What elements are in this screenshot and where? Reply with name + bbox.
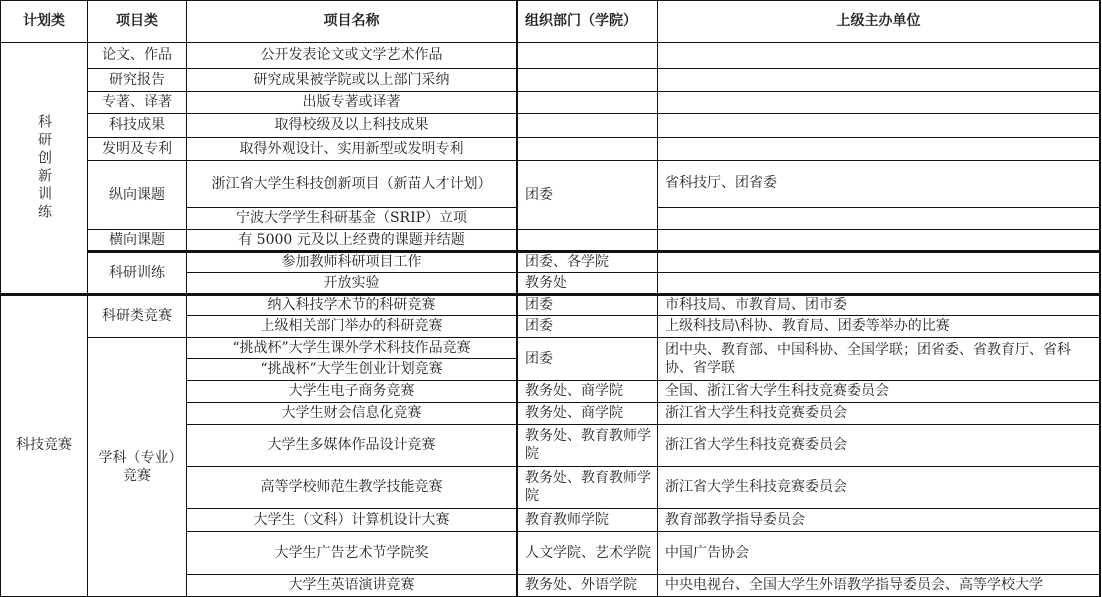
dept-cell: 团委 (525, 318, 553, 334)
header-plan-type: 计划类 (23, 13, 65, 29)
item-name-cell: 宁波大学学生科研基金（SRIP）立项 (235, 210, 468, 226)
item-type-cell: 科技成果 (109, 117, 165, 133)
superior-cell: 教育部教学指导委员会 (665, 511, 805, 528)
grid-line (186, 466, 1101, 467)
header-item-name: 项目名称 (323, 13, 380, 29)
grid-line (88, 91, 1101, 92)
item-name-cell: 出版专著或译著 (302, 94, 401, 110)
grid-line (186, 424, 1101, 425)
header-item-type: 项目类 (116, 13, 158, 29)
grid-line (0, 0, 1101, 1)
dept-cell: 团委 (525, 350, 553, 367)
item-type-cell: 纵向课题 (109, 186, 165, 203)
item-name-cell: 取得外观设计、实用新型或发明专利 (239, 140, 464, 157)
superior-cell: 中国广告协会 (665, 544, 749, 561)
grid-line (88, 337, 1101, 338)
grid-line (186, 402, 1101, 403)
item-type-cell: 论文、作品 (102, 47, 172, 63)
grid-line (88, 113, 1101, 114)
grid-line (88, 160, 1101, 161)
item-name-cell: 纳入科技学术节的科研竞赛 (267, 296, 436, 313)
dept-cell: 团委、各学院 (525, 253, 609, 270)
item-name-cell: 大学生广告艺术节学院奖 (274, 544, 429, 561)
item-name-cell: 大学生英语演讲竞赛 (288, 577, 415, 593)
dept-cell: 人文学院、艺术学院 (525, 544, 651, 561)
item-name-cell: 浙江省大学生科技创新项目（新苗人才计划） (211, 175, 492, 192)
item-name-cell: “挑战杯”大学生创业计划竞赛 (260, 361, 443, 377)
plan-type-tech-competition: 科技竞赛 (16, 437, 72, 453)
dept-cell: 团委 (525, 296, 553, 313)
item-name-cell: “挑战杯”大学生课外学术科技作品竞赛 (232, 339, 471, 356)
item-name-cell: 大学生（文科）计算机设计大赛 (253, 511, 450, 528)
superior-cell: 省科技厅、团省委 (665, 175, 777, 191)
superior-cell: 浙江省大学生科技竞赛委员会 (665, 405, 847, 421)
grid-line (88, 250, 1101, 253)
item-name-cell: 参加教师科研项目工作 (281, 253, 422, 270)
item-type-cell: 专著、译著 (102, 94, 172, 110)
item-type-cell: 学科（专业）竞赛 (98, 449, 176, 484)
dept-cell: 教务处、商学院 (525, 405, 623, 421)
superior-cell: 浙江省大学生科技竞赛委员会 (665, 479, 847, 495)
grid-line (0, 293, 1101, 296)
grid-line (186, 508, 1101, 509)
item-type-cell: 科研类竞赛 (102, 307, 172, 324)
item-type-cell: 发明及专利 (102, 140, 172, 157)
superior-cell: 中央电视台、全国大学生外语教学指导委员会、高等学校大学 (665, 577, 1043, 593)
grid-line (88, 137, 1101, 138)
dept-cell: 教务处、教育教师学院 (525, 470, 651, 504)
superior-cell: 市科技局、市教育局、团市委 (665, 296, 847, 313)
grid-line (186, 358, 517, 359)
plan-type-label: 科研创新训练 (36, 114, 52, 222)
grid-line (88, 68, 1101, 69)
item-name-cell: 开放实验 (323, 275, 380, 291)
header-org-dept: 组织部门（学院） (525, 13, 637, 29)
dept-cell: 教务处、教育教师学院 (525, 428, 651, 462)
superior-cell: 全国、浙江省大学生科技竞赛委员会 (665, 383, 889, 399)
grid-line (87, 0, 88, 597)
dept-cell: 教务处、外语学院 (525, 577, 637, 593)
grid-line (186, 380, 1101, 381)
dept-cell: 教务处、商学院 (525, 383, 623, 399)
grid-line (0, 0, 1, 597)
grid-line (186, 272, 1101, 273)
header-superior: 上级主办单位 (836, 13, 921, 29)
superior-cell: 团中央、教育部、中国科协、全国学联；团省委、省教育厅、省科协、省学联 (665, 341, 1071, 376)
item-name-cell: 高等学校师范生教学技能竞赛 (260, 479, 443, 495)
item-type-cell: 横向课题 (109, 232, 165, 248)
item-type-cell: 研究报告 (109, 71, 165, 88)
grid-line (186, 531, 1101, 532)
item-name-cell: 研究成果被学院或以上部门采纳 (253, 71, 450, 88)
item-type-cell: 科研训练 (109, 264, 165, 281)
item-name-cell: 上级相关部门举办的科研竞赛 (260, 318, 443, 334)
dept-cell: 教育教师学院 (525, 511, 609, 528)
item-name-cell: 大学生电子商务竞赛 (288, 383, 415, 399)
grid-line (0, 42, 1101, 43)
item-name-cell: 公开发表论文或文学艺术作品 (260, 47, 443, 63)
item-name-cell: 大学生多媒体作品设计竞赛 (267, 437, 436, 453)
dept-cell: 教务处 (525, 275, 567, 291)
plan-type-research-innovation (0, 42, 88, 294)
superior-cell: 上级科技局\科协、教育局、团委等举办的比赛 (665, 318, 950, 334)
item-name-cell: 取得校级及以上科技成果 (274, 117, 429, 133)
grid-line (88, 229, 1101, 230)
item-name-cell: 有 5000 元及以上经费的课题并结题 (238, 232, 465, 248)
superior-cell: 浙江省大学生科技竞赛委员会 (665, 437, 847, 453)
grid-line (186, 207, 517, 208)
dept-cell: 团委 (525, 186, 553, 203)
item-name-cell: 大学生财会信息化竞赛 (281, 405, 422, 421)
grid-line (657, 207, 1101, 208)
grid-line (186, 574, 1101, 575)
grid-line (186, 315, 1101, 316)
